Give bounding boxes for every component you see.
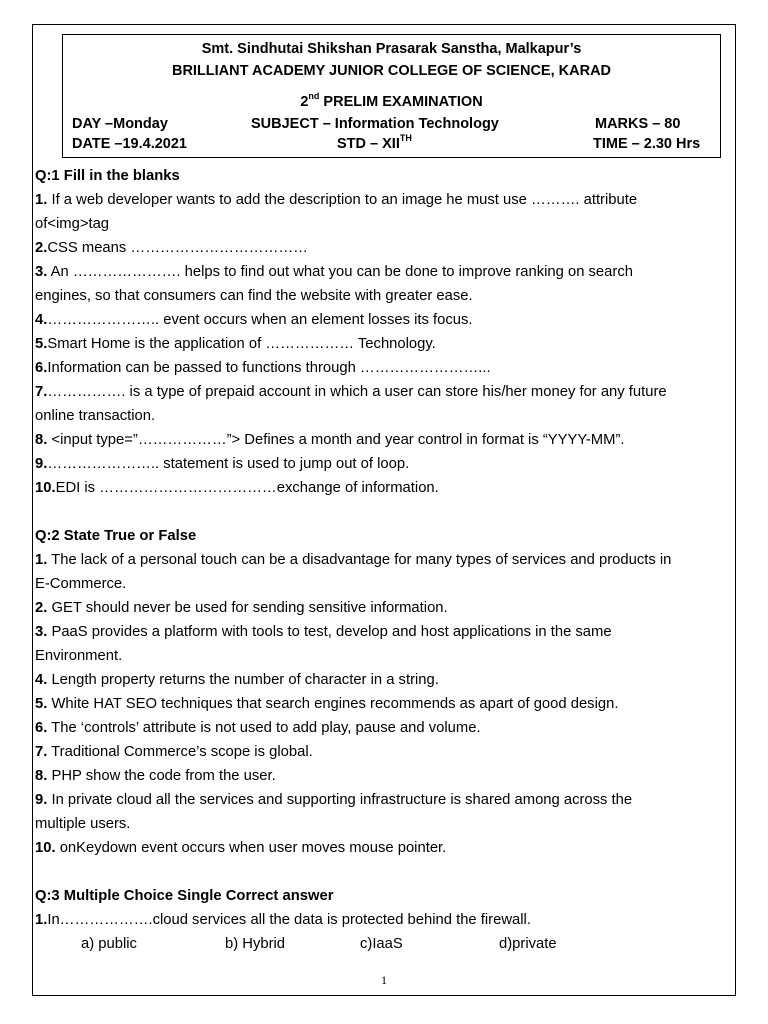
item-number: 3. — [35, 624, 48, 640]
exam-header — [62, 34, 721, 158]
item-text: The lack of a personal touch can be a disadvantage for many types of services and products in — [47, 552, 672, 568]
question-heading: Q:2 State True or False — [35, 528, 197, 544]
exam-time: TIME – 2.30 Hrs — [593, 136, 701, 152]
question-item-line — [35, 428, 745, 452]
item-number: 7. — [35, 384, 48, 400]
item-text: online transaction. — [35, 408, 156, 424]
answer-option: d)private — [499, 936, 557, 952]
question-item-line — [35, 188, 745, 212]
question-item-line — [35, 764, 745, 788]
item-text: Information can be passed to functions through ……………………... — [47, 360, 491, 376]
item-text: PHP show the code from the user. — [47, 768, 276, 784]
item-text: ……………. is a type of prepaid account in which a user can store his/her money for any future — [47, 384, 667, 400]
item-number: 1. — [35, 552, 48, 568]
item-number: 1. — [35, 912, 48, 928]
question-item-line — [35, 308, 745, 332]
item-text: GET should never be used for sending sensitive information. — [47, 600, 448, 616]
question-item-line — [35, 812, 745, 836]
item-text: ………………….. statement is used to jump out of loop. — [47, 456, 410, 472]
item-text: The ‘controls’ attribute is not used to add play, pause and volume. — [47, 720, 481, 736]
std-suffix: TH — [399, 133, 412, 144]
item-number: 5. — [35, 336, 48, 352]
question-item-line — [35, 452, 745, 476]
question-item-line — [35, 668, 745, 692]
question-item-line — [35, 236, 745, 260]
item-number: 4. — [35, 312, 48, 328]
item-text: ………………….. event occurs when an element losses its focus. — [47, 312, 473, 328]
exam-title — [63, 91, 720, 110]
answer-option: b) Hybrid — [225, 936, 286, 952]
page-number: 1 — [381, 973, 387, 987]
society-name: Smt. Sindhutai Shikshan Prasarak Sanstha, Malkapur’s — [201, 41, 582, 57]
question-item-line — [35, 332, 745, 356]
item-text: In……………….cloud services all the data is protected behind the firewall. — [47, 912, 531, 928]
item-text: If a web developer wants to add the description to an image he must use ………. attribute — [47, 192, 638, 208]
answer-option: c)IaaS — [360, 936, 403, 952]
question-item-line — [35, 284, 745, 308]
item-number: 5. — [35, 696, 48, 712]
question-item-line — [35, 212, 745, 236]
question-item-line — [35, 644, 745, 668]
item-text: PaaS provides a platform with tools to test, develop and host applications in the same — [47, 624, 612, 640]
exam-date: DATE –19.4.2021 — [72, 136, 187, 152]
item-text: onKeydown event occurs when user moves mouse pointer. — [55, 840, 447, 856]
item-number: 2. — [35, 240, 48, 256]
item-text: Smart Home is the application of ……………… Technology. — [47, 336, 436, 352]
question-heading: Q:1 Fill in the blanks — [35, 168, 180, 184]
question-item-line — [35, 548, 745, 572]
item-number: 9. — [35, 792, 48, 808]
exam-marks: MARKS – 80 — [595, 116, 681, 132]
item-text: An …………………. helps to find out what you can be done to improve ranking on search — [47, 264, 633, 280]
item-text: engines, so that consumers can find the website with greater ease. — [35, 288, 473, 304]
question-2-section — [35, 524, 745, 860]
exam-subject: SUBJECT – Information Technology — [251, 116, 499, 132]
question-item-line — [35, 260, 745, 284]
question-item-line — [35, 692, 745, 716]
question-item-line — [35, 572, 745, 596]
question-paper-body — [35, 164, 745, 956]
item-text: of<img>tag — [35, 216, 110, 232]
std-label: STD – XII — [337, 136, 400, 152]
answer-options — [35, 932, 745, 956]
item-text: <input type=”………………”> Defines a month and year control in format is “YYYY-MM”. — [47, 432, 625, 448]
question-item-line — [35, 836, 745, 860]
item-number: 6. — [35, 360, 48, 376]
item-text: EDI is ………………………………exchange of information. — [55, 480, 439, 496]
exam-ordinal-suffix: nd — [308, 91, 320, 102]
item-text: Environment. — [35, 648, 123, 664]
question-item-line — [35, 908, 745, 932]
item-number: 3. — [35, 264, 48, 280]
item-text: E-Commerce. — [35, 576, 127, 592]
exam-std — [337, 133, 412, 152]
question-item-line — [35, 476, 745, 500]
item-number: 1. — [35, 192, 48, 208]
item-text: Length property returns the number of character in a string. — [47, 672, 439, 688]
item-number: 2. — [35, 600, 48, 616]
item-text: White HAT SEO techniques that search engines recommends as apart of good design. — [47, 696, 619, 712]
question-item-line — [35, 620, 745, 644]
question-item-line — [35, 716, 745, 740]
question-item-line — [35, 788, 745, 812]
item-number: 6. — [35, 720, 48, 736]
item-number: 10. — [35, 480, 56, 496]
exam-ordinal: 2 — [300, 94, 309, 110]
question-item-line — [35, 740, 745, 764]
answer-option: a) public — [81, 936, 137, 952]
item-number: 7. — [35, 744, 48, 760]
exam-name: PRELIM EXAMINATION — [319, 94, 483, 110]
item-number: 8. — [35, 768, 48, 784]
question-item-line — [35, 404, 745, 428]
question-heading: Q:3 Multiple Choice Single Correct answer — [35, 888, 334, 904]
question-3-section — [35, 884, 745, 956]
question-item-line — [35, 380, 745, 404]
question-item-line — [35, 596, 745, 620]
item-number: 9. — [35, 456, 48, 472]
item-number: 4. — [35, 672, 48, 688]
item-text: In private cloud all the services and supporting infrastructure is shared among across the — [47, 792, 633, 808]
question-1-section — [35, 164, 745, 500]
item-number: 8. — [35, 432, 48, 448]
item-text: multiple users. — [35, 816, 131, 832]
college-name: BRILLIANT ACADEMY JUNIOR COLLEGE OF SCIENCE, KARAD — [171, 63, 612, 79]
exam-day: DAY –Monday — [72, 116, 168, 132]
item-number: 10. — [35, 840, 56, 856]
item-text: Traditional Commerce’s scope is global. — [47, 744, 313, 760]
item-text: CSS means ……………………………… — [47, 240, 308, 256]
question-item-line — [35, 356, 745, 380]
